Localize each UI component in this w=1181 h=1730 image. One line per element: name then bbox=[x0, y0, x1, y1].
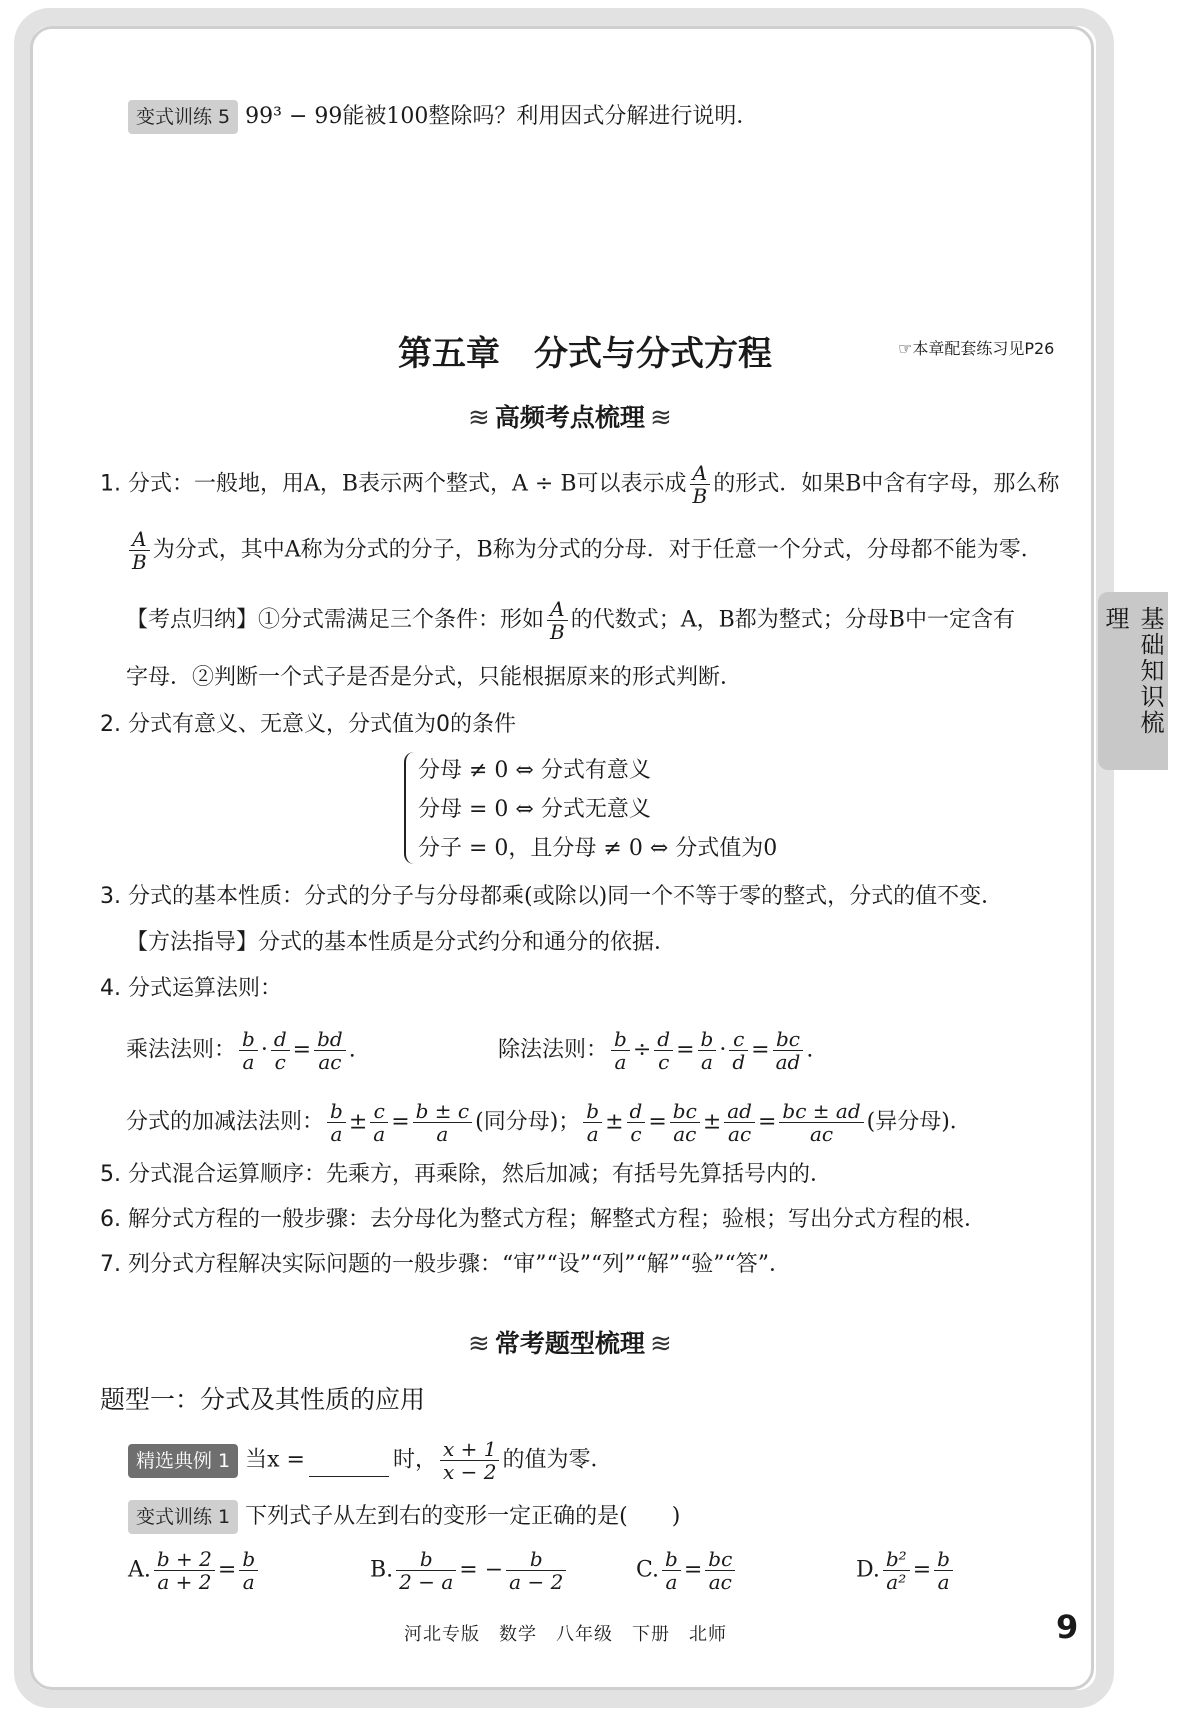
option-c[interactable]: C. $\frac{b}{a}$ = $\frac{bc}{ac}$ bbox=[636, 1548, 738, 1593]
condition-line: 分母 = 0 ⇔ 分式无意义 bbox=[418, 797, 651, 822]
item-text: 为分式，其中A称为分式的分子，B称为分式的分母．对于任意一个分式，分母都不能为零． bbox=[152, 537, 1043, 563]
item-1-cont bbox=[126, 528, 1043, 573]
exercise-text: 99³ − 99能被100整除吗？利用因式分解进行说明． bbox=[245, 104, 759, 129]
question-type-title: 题型一：分式及其性质的应用 bbox=[100, 1385, 426, 1414]
item-6: 6. 解分式方程的一般步骤：去分母化为整式方程；解整式方程；验根；写出分式方程的根． bbox=[100, 1207, 986, 1232]
top-exercise bbox=[128, 100, 758, 134]
fraction: $\frac{A}{B}$ bbox=[129, 528, 150, 573]
side-tab-label: 基础知识梳理 bbox=[1101, 606, 1164, 736]
item-5: 5. 分式混合运算顺序：先乘方，再乘除，然后加减；有括号先算括号内的． bbox=[100, 1162, 832, 1187]
example-tag: 精选典例 1 bbox=[128, 1444, 238, 1478]
exercise-tag: 变式训练 1 bbox=[128, 1500, 238, 1534]
item-text: 一般地，用A，B表示两个整式，A ÷ B可以表示成 bbox=[193, 471, 687, 497]
fraction: $\frac{A}{B}$ bbox=[690, 462, 711, 507]
item-1 bbox=[100, 462, 1059, 507]
wave-icon: ≋ bbox=[650, 1329, 672, 1359]
item-label: 3. 分式的基本性质： bbox=[100, 884, 304, 909]
note-3 bbox=[126, 928, 676, 958]
condition-line: 分子 = 0，且分母 ≠ 0 ⇔ 分式值为0 bbox=[418, 836, 778, 861]
answer-blank[interactable] bbox=[309, 1446, 389, 1477]
option-a[interactable]: A. $\frac{b + 2}{a + 2}$ = $\frac{b}{a}$ bbox=[128, 1548, 261, 1593]
fraction: $\frac{A}{B}$ bbox=[547, 598, 568, 643]
option-d[interactable]: D. $\frac{\text{b²}}{\text{a²}}$ = $\frac{b}{a}$ bbox=[856, 1548, 956, 1593]
option-b[interactable]: B. $\frac{b}{2 - a}$ = − $\frac{b}{a - 2}$ bbox=[370, 1548, 569, 1593]
note-1-cont: 字母．②判断一个式子是否是分式，只能根据原来的形式判断． bbox=[126, 665, 743, 690]
item-label: 1. 分式： bbox=[100, 471, 194, 497]
section-title: 常考题型梳理 bbox=[494, 1329, 645, 1358]
item-text: 的形式．如果B中含有字母，那么称 bbox=[713, 471, 1060, 497]
note-tag: 【方法指导】 bbox=[126, 930, 259, 955]
wave-icon: ≋ bbox=[650, 403, 672, 433]
item-4-label: 4. 分式运算法则： bbox=[100, 976, 282, 1001]
footer-text: 河北专版 数学 八年级 下册 北师 bbox=[404, 1624, 727, 1645]
page-number: 9 bbox=[1056, 1608, 1079, 1646]
multiplication-rule: 乘法法则： $\frac{b}{a}$ · $\frac{d}{c}$ = $\frac{bd}{ac}$ . bbox=[126, 1027, 356, 1074]
wave-icon: ≋ bbox=[468, 403, 490, 433]
item-2-label: 2. 分式有意义、无意义，分式值为0的条件 bbox=[100, 712, 516, 737]
exercise-1 bbox=[128, 1500, 680, 1534]
section-heading bbox=[468, 398, 672, 434]
practice-reference[interactable]: ☞本章配套练习见P26 bbox=[898, 339, 1055, 358]
exercise-text: 下列式子从左到右的变形一定正确的是( ) bbox=[245, 1504, 681, 1529]
item-7: 7. 列分式方程解决实际问题的一般步骤：“审”“设”“列”“解”“验”“答”． bbox=[100, 1252, 791, 1277]
note-tag: 【考点归纳】 bbox=[126, 607, 259, 633]
section-heading bbox=[468, 1324, 672, 1360]
condition-line: 分母 ≠ 0 ⇔ 分式有意义 bbox=[418, 758, 651, 783]
item-3 bbox=[100, 882, 1003, 912]
addition-rule: 分式的加减法法则： $\frac{b}{a}$ ± $\frac{c}{a}$ = $\frac{b \pm c}{a}$ (同分母)； $\frac{b}{a}$ ± $\frac{d}{c}$ = $\frac{bc}{ac}$ ± $\frac{ad}{ac}$ = $\frac{bc \pm ad}{ac}$ (异分母)． bbox=[126, 1099, 972, 1146]
note-1 bbox=[126, 598, 1015, 643]
division-rule: 除法法则： $\frac{b}{a}$ ÷ $\frac{d}{c}$ = $\frac{b}{a}$ · $\frac{c}{d}$ = $\frac{bc}{ad}$ . bbox=[498, 1027, 814, 1074]
note-text: 分式的基本性质是分式约分和通分的依据． bbox=[258, 930, 677, 955]
side-tab[interactable] bbox=[1098, 592, 1168, 770]
example-1: 精选典例 1 当x = 时， $\frac{x + 1}{x - 2}$ 的值为零． bbox=[128, 1438, 613, 1483]
exercise-tag: 变式训练 5 bbox=[128, 100, 238, 134]
section-title: 高频考点梳理 bbox=[494, 403, 645, 432]
note-text: ①分式需满足三个条件：形如 bbox=[258, 607, 545, 633]
item-text: 分式的分子与分母都乘(或除以)同一个不等于零的整式，分式的值不变． bbox=[303, 884, 1004, 909]
wave-icon: ≋ bbox=[468, 1329, 490, 1359]
chapter-title: 第五章 分式与分式方程 bbox=[398, 334, 772, 374]
note-text: 的代数式；A，B都为整式；分母B中一定含有 bbox=[570, 607, 1015, 633]
